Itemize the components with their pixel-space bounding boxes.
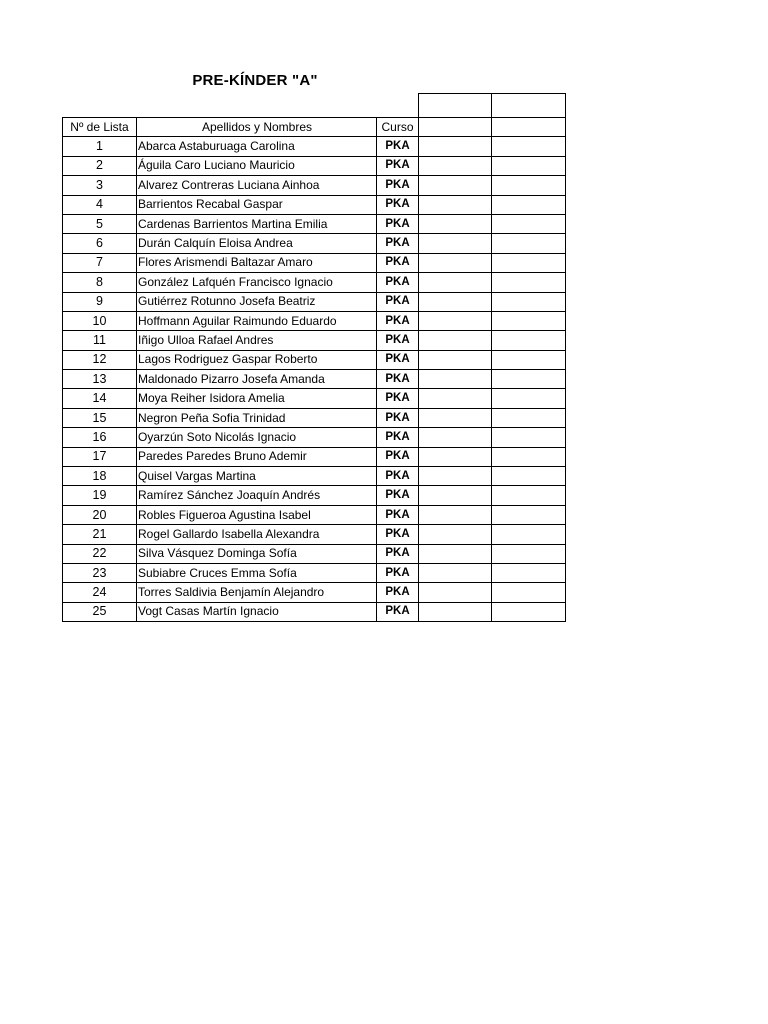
course-code: PKA xyxy=(377,350,419,369)
row-number: 23 xyxy=(63,563,137,582)
empty-cell xyxy=(419,292,492,311)
course-code: PKA xyxy=(377,525,419,544)
empty-cell xyxy=(492,311,566,330)
table-row xyxy=(63,428,566,447)
course-code: PKA xyxy=(377,156,419,175)
student-name: Durán Calquín Eloisa Andrea xyxy=(137,234,377,253)
table-row xyxy=(63,292,566,311)
course-code: PKA xyxy=(377,234,419,253)
student-name: Paredes Paredes Bruno Ademir xyxy=(137,447,377,466)
empty-cell xyxy=(419,253,492,272)
empty-cell xyxy=(492,253,566,272)
empty-cell xyxy=(492,525,566,544)
empty-cell xyxy=(492,505,566,524)
course-code: PKA xyxy=(377,563,419,582)
extra-column-header-1 xyxy=(419,94,492,118)
student-name: Maldonado Pizarro Josefa Amanda xyxy=(137,370,377,389)
row-number: 21 xyxy=(63,525,137,544)
empty-cell xyxy=(492,273,566,292)
course-code: PKA xyxy=(377,176,419,195)
empty-cell xyxy=(419,214,492,233)
empty-cell xyxy=(419,505,492,524)
course-code: PKA xyxy=(377,428,419,447)
table-row xyxy=(63,447,566,466)
table-row xyxy=(63,583,566,602)
student-name: Rogel Gallardo Isabella Alexandra xyxy=(137,525,377,544)
empty-cell xyxy=(419,195,492,214)
empty-cell xyxy=(419,176,492,195)
blank-cell xyxy=(137,94,377,118)
extra-column-header-2 xyxy=(492,94,566,118)
table-row xyxy=(63,389,566,408)
table-row xyxy=(63,505,566,524)
row-number: 11 xyxy=(63,331,137,350)
table-row xyxy=(63,214,566,233)
student-name: Flores Arismendi Baltazar Amaro xyxy=(137,253,377,272)
blank-cell xyxy=(377,94,419,118)
empty-cell xyxy=(492,563,566,582)
empty-cell xyxy=(419,137,492,156)
empty-cell xyxy=(419,350,492,369)
course-code: PKA xyxy=(377,292,419,311)
student-name: Silva Vásquez Dominga Sofía xyxy=(137,544,377,563)
row-number: 18 xyxy=(63,467,137,486)
student-name: Cardenas Barrientos Martina Emilia xyxy=(137,214,377,233)
empty-cell xyxy=(419,370,492,389)
row-number: 25 xyxy=(63,602,137,621)
header-curso: Curso xyxy=(377,118,419,137)
empty-cell xyxy=(419,234,492,253)
course-code: PKA xyxy=(377,389,419,408)
table-row xyxy=(63,176,566,195)
course-code: PKA xyxy=(377,311,419,330)
student-name: González Lafquén Francisco Ignacio xyxy=(137,273,377,292)
student-name: Gutiérrez Rotunno Josefa Beatriz xyxy=(137,292,377,311)
student-name: Abarca Astaburuaga Carolina xyxy=(137,137,377,156)
table-row xyxy=(63,273,566,292)
row-number: 13 xyxy=(63,370,137,389)
table-row xyxy=(63,408,566,427)
empty-cell xyxy=(419,602,492,621)
header-name: Apellidos y Nombres xyxy=(137,118,377,137)
row-number: 24 xyxy=(63,583,137,602)
course-code: PKA xyxy=(377,544,419,563)
empty-cell xyxy=(419,583,492,602)
row-number: 17 xyxy=(63,447,137,466)
empty-cell xyxy=(419,408,492,427)
row-number: 6 xyxy=(63,234,137,253)
header-num: Nº de Lista xyxy=(63,118,137,137)
table-row xyxy=(63,253,566,272)
table-row xyxy=(63,563,566,582)
student-name: Barrientos Recabal Gaspar xyxy=(137,195,377,214)
empty-cell xyxy=(492,156,566,175)
empty-cell xyxy=(492,234,566,253)
student-name: Lagos Rodriguez Gaspar Roberto xyxy=(137,350,377,369)
empty-cell xyxy=(492,370,566,389)
table-row xyxy=(63,486,566,505)
student-name: Ramírez Sánchez Joaquín Andrés xyxy=(137,486,377,505)
table-row xyxy=(63,370,566,389)
course-code: PKA xyxy=(377,467,419,486)
student-name: Moya Reiher Isidora Amelia xyxy=(137,389,377,408)
empty-cell xyxy=(419,273,492,292)
row-number: 9 xyxy=(63,292,137,311)
empty-cell xyxy=(419,331,492,350)
row-number: 16 xyxy=(63,428,137,447)
course-code: PKA xyxy=(377,137,419,156)
student-name: Robles Figueroa Agustina Isabel xyxy=(137,505,377,524)
table-row xyxy=(63,311,566,330)
row-number: 20 xyxy=(63,505,137,524)
empty-cell xyxy=(419,447,492,466)
table-row xyxy=(63,350,566,369)
empty-cell xyxy=(492,408,566,427)
student-name: Oyarzún Soto Nicolás Ignacio xyxy=(137,428,377,447)
empty-cell xyxy=(492,447,566,466)
student-name: Subiabre Cruces Emma Sofía xyxy=(137,563,377,582)
student-list-table xyxy=(62,93,566,622)
student-name: Hoffmann Aguilar Raimundo Eduardo xyxy=(137,311,377,330)
student-name: Vogt Casas Martín Ignacio xyxy=(137,602,377,621)
header-extra-2 xyxy=(492,118,566,137)
course-code: PKA xyxy=(377,505,419,524)
empty-cell xyxy=(419,156,492,175)
empty-cell xyxy=(419,544,492,563)
empty-cell xyxy=(492,214,566,233)
course-code: PKA xyxy=(377,602,419,621)
row-number: 7 xyxy=(63,253,137,272)
table-row xyxy=(63,602,566,621)
table-row xyxy=(63,234,566,253)
row-number: 15 xyxy=(63,408,137,427)
course-code: PKA xyxy=(377,214,419,233)
empty-cell xyxy=(492,544,566,563)
empty-cell xyxy=(419,563,492,582)
course-code: PKA xyxy=(377,370,419,389)
course-code: PKA xyxy=(377,253,419,272)
row-number: 5 xyxy=(63,214,137,233)
page-title: PRE-KÍNDER "A" xyxy=(192,72,318,89)
empty-cell xyxy=(492,195,566,214)
empty-cell xyxy=(419,486,492,505)
empty-cell xyxy=(492,467,566,486)
row-number: 22 xyxy=(63,544,137,563)
course-code: PKA xyxy=(377,447,419,466)
table-row xyxy=(63,331,566,350)
course-code: PKA xyxy=(377,486,419,505)
table-row xyxy=(63,156,566,175)
table-row xyxy=(63,544,566,563)
empty-cell xyxy=(492,292,566,311)
row-number: 12 xyxy=(63,350,137,369)
table-row xyxy=(63,525,566,544)
empty-cell xyxy=(419,311,492,330)
student-name: Torres Saldivia Benjamín Alejandro xyxy=(137,583,377,602)
course-code: PKA xyxy=(377,331,419,350)
course-code: PKA xyxy=(377,583,419,602)
row-number: 4 xyxy=(63,195,137,214)
empty-cell xyxy=(492,583,566,602)
row-number: 8 xyxy=(63,273,137,292)
header-extra-1 xyxy=(419,118,492,137)
empty-cell xyxy=(419,525,492,544)
empty-cell xyxy=(492,486,566,505)
row-number: 14 xyxy=(63,389,137,408)
student-name: Águila Caro Luciano Mauricio xyxy=(137,156,377,175)
empty-cell xyxy=(492,176,566,195)
course-code: PKA xyxy=(377,408,419,427)
row-number: 19 xyxy=(63,486,137,505)
extra-header-row xyxy=(63,94,566,118)
student-name: Negron Peña Sofia Trinidad xyxy=(137,408,377,427)
course-code: PKA xyxy=(377,273,419,292)
row-number: 2 xyxy=(63,156,137,175)
course-code: PKA xyxy=(377,195,419,214)
row-number: 1 xyxy=(63,137,137,156)
empty-cell xyxy=(492,331,566,350)
empty-cell xyxy=(419,428,492,447)
row-number: 3 xyxy=(63,176,137,195)
student-name: Iñigo Ulloa Rafael Andres xyxy=(137,331,377,350)
empty-cell xyxy=(492,602,566,621)
empty-cell xyxy=(492,389,566,408)
empty-cell xyxy=(419,467,492,486)
student-name: Alvarez Contreras Luciana Ainhoa xyxy=(137,176,377,195)
empty-cell xyxy=(419,389,492,408)
empty-cell xyxy=(492,137,566,156)
table-row xyxy=(63,195,566,214)
blank-cell xyxy=(63,94,137,118)
table-row xyxy=(63,467,566,486)
empty-cell xyxy=(492,428,566,447)
table-row xyxy=(63,137,566,156)
empty-cell xyxy=(492,350,566,369)
student-name: Quisel Vargas Martina xyxy=(137,467,377,486)
header-row xyxy=(63,118,566,137)
row-number: 10 xyxy=(63,311,137,330)
